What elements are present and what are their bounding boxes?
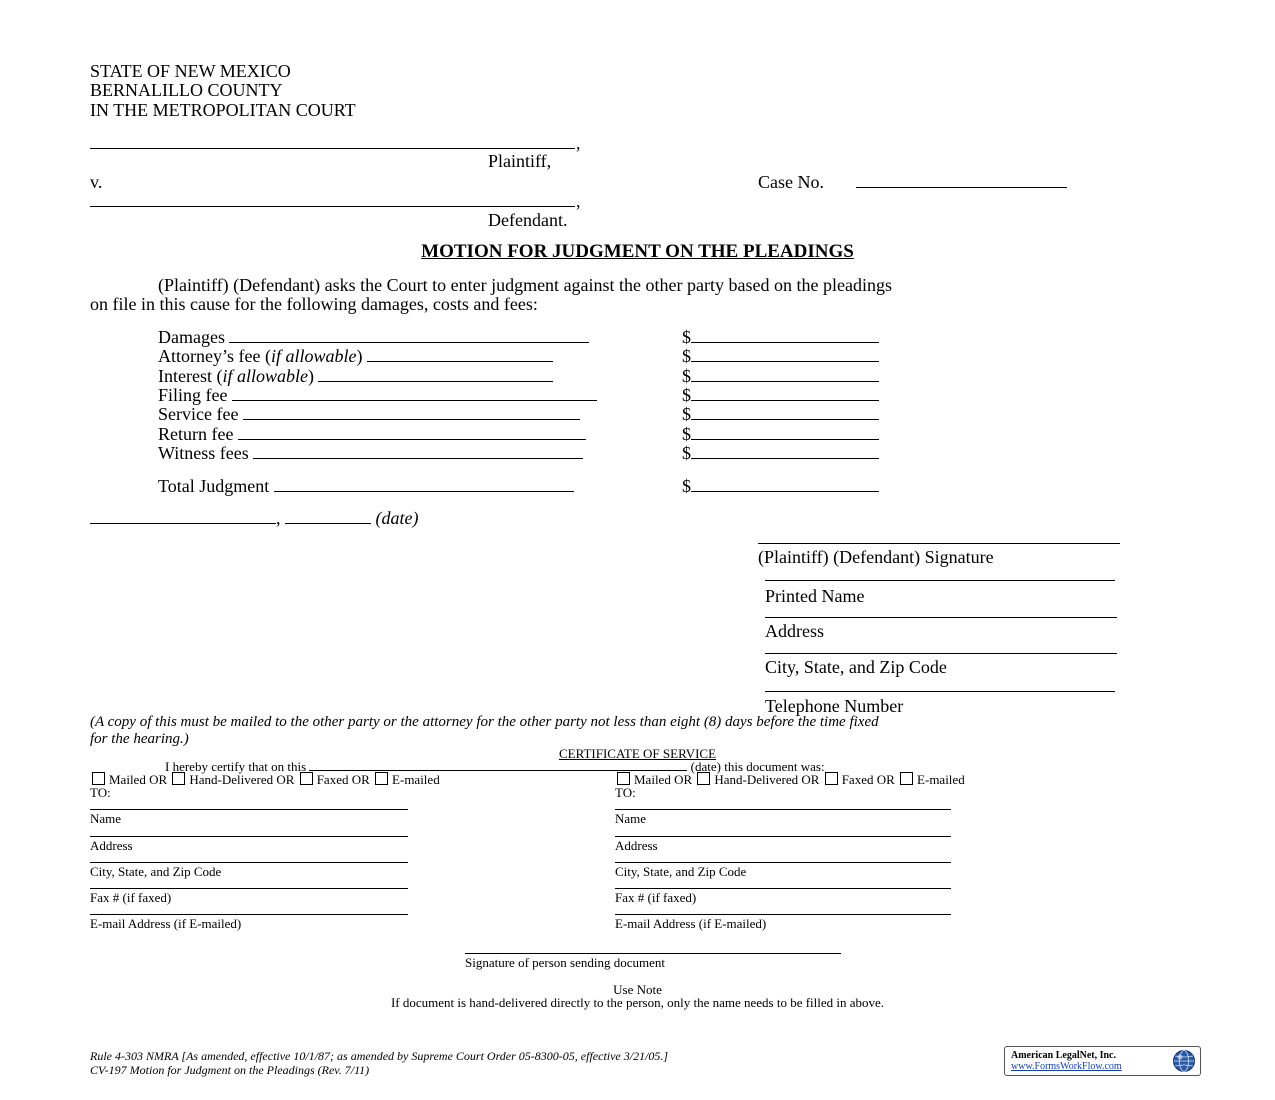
recipient-fax-line-left[interactable] (90, 888, 408, 889)
certify-date-line[interactable] (309, 760, 687, 771)
amount-service-line[interactable] (691, 405, 879, 420)
checkbox-icon[interactable] (825, 772, 838, 785)
fee-filing (158, 385, 597, 405)
defendant-comma: , (576, 191, 581, 211)
fee-total-line[interactable] (274, 477, 574, 492)
telephone-line[interactable] (765, 691, 1115, 692)
intro-line-1: (Plaintiff) (Defendant) asks the Court to enter judgment against the other party based on the pleadings (158, 275, 892, 295)
fee-attorney (158, 346, 553, 366)
certify-suffix: (date) this document was: (690, 759, 825, 774)
amount-damages (682, 327, 879, 347)
sender-signature-label: Signature of person sending document (465, 955, 666, 970)
amount-return (682, 424, 879, 444)
fee-damages-line[interactable] (229, 328, 589, 343)
fee-witness-label: Witness fees (158, 443, 249, 463)
option-hand-delivered-right[interactable] (695, 772, 819, 787)
plaintiff-label: Plaintiff, (488, 151, 552, 171)
recipient-name-line-left[interactable] (90, 809, 408, 810)
checkbox-icon[interactable] (900, 772, 913, 785)
versus-label: v. (90, 172, 103, 192)
footer-form-id: CV-197 Motion for Judgment on the Pleadings (Rev. 7/11) (90, 1063, 370, 1077)
amount-attorney-line[interactable] (691, 347, 879, 362)
fee-total-label: Total Judgment (158, 476, 270, 496)
option-emailed-right[interactable] (898, 772, 965, 787)
currency-sign: $ (682, 424, 691, 444)
city-state-zip-line[interactable] (765, 653, 1117, 654)
footer-rule: Rule 4-303 NMRA [As amended, effective 10/1/87; as amended by Supreme Court Order 05-8300-05, effective 3/21/05.] (90, 1049, 669, 1063)
amount-return-line[interactable] (691, 425, 879, 440)
date-year-line[interactable] (285, 509, 371, 524)
recipient-city-label-left: City, State, and Zip Code (90, 864, 222, 879)
fee-service-line[interactable] (243, 405, 580, 420)
signature-label: (Plaintiff) (Defendant) Signature (758, 547, 994, 567)
fee-interest-label: Interest ( (158, 366, 223, 386)
fee-service-label: Service fee (158, 404, 239, 424)
checkbox-icon[interactable] (697, 772, 710, 785)
currency-sign: $ (682, 346, 691, 366)
option-emailed-label: E-mailed (392, 772, 440, 787)
currency-sign: $ (682, 476, 691, 496)
american-legalnet-logo[interactable] (1004, 1046, 1201, 1076)
address-label: Address (765, 621, 824, 641)
court-state: STATE OF NEW MEXICO (90, 61, 291, 81)
recipient-name-label-left: Name (90, 811, 122, 826)
currency-sign: $ (682, 366, 691, 386)
recipient-city-label-right: City, State, and Zip Code (615, 864, 747, 879)
printed-name-label: Printed Name (765, 586, 865, 606)
globe-icon (1172, 1049, 1196, 1073)
case-no-label: Case No. (758, 172, 824, 192)
recipient-city-line-left[interactable] (90, 862, 408, 863)
defendant-label: Defendant. (488, 210, 568, 230)
defendant-name-line[interactable] (90, 206, 575, 207)
option-emailed-label: E-mailed (917, 772, 965, 787)
fee-attorney-qualifier: if allowable (270, 346, 357, 366)
fee-damages-label: Damages (158, 327, 225, 347)
checkbox-icon[interactable] (92, 772, 105, 785)
logo-url-link[interactable]: www.FormsWorkFlow.com (1011, 1061, 1122, 1072)
sender-signature-line[interactable] (465, 953, 841, 954)
recipient-email-label-right: E-mail Address (if E-mailed) (615, 916, 767, 931)
amount-attorney (682, 346, 879, 366)
use-note-text: If document is hand-delivered directly to the person, only the name needs to be filled in above. (390, 995, 885, 1010)
option-emailed-left[interactable] (373, 772, 440, 787)
fee-attorney-label: Attorney’s fee ( (158, 346, 271, 366)
amount-total (682, 476, 879, 496)
recipient-fax-label-right: Fax # (if faxed) (615, 890, 697, 905)
fee-total (158, 476, 574, 496)
recipient-address-line-right[interactable] (615, 836, 951, 837)
use-note-heading: Use Note (613, 982, 662, 997)
recipient-fax-line-right[interactable] (615, 888, 951, 889)
currency-sign: $ (682, 443, 691, 463)
amount-witness-line[interactable] (691, 444, 879, 459)
certificate-heading: CERTIFICATE OF SERVICE (558, 746, 717, 761)
option-faxed-label: Faxed OR (316, 772, 370, 787)
amount-service (682, 404, 879, 424)
recipient-address-label-right: Address (615, 838, 658, 853)
date-row (90, 508, 418, 528)
recipient-address-line-left[interactable] (90, 836, 408, 837)
document-title: MOTION FOR JUDGMENT ON THE PLEADINGS (421, 241, 854, 262)
fee-filing-label: Filing fee (158, 385, 228, 405)
amount-interest (682, 366, 879, 386)
logo-company: American LegalNet, Inc. (1011, 1050, 1116, 1061)
fee-interest-qualifier: if allowable (222, 366, 308, 386)
city-state-zip-label: City, State, and Zip Code (765, 657, 947, 677)
amount-filing (682, 385, 879, 405)
fee-witness-line[interactable] (253, 444, 583, 459)
option-faxed-left[interactable] (298, 772, 370, 787)
fee-service (158, 404, 580, 424)
recipient-email-label-left: E-mail Address (if E-mailed) (90, 916, 242, 931)
fee-return-line[interactable] (238, 425, 586, 440)
option-hand-delivered-left[interactable] (170, 772, 294, 787)
fee-return (158, 424, 586, 444)
amount-witness (682, 443, 879, 463)
notice-line-2: for the hearing.) (90, 731, 189, 747)
checkbox-icon[interactable] (617, 772, 630, 785)
fee-interest-paren: ) (307, 366, 314, 386)
intro-line-2: on file in this cause for the following damages, costs and fees: (90, 294, 538, 314)
option-faxed-right[interactable] (823, 772, 895, 787)
service-options-left (90, 772, 440, 787)
case-no-line[interactable] (856, 187, 1067, 188)
court-county: BERNALILLO COUNTY (90, 80, 283, 100)
to-label-left: TO: (90, 785, 111, 800)
fee-interest (158, 366, 553, 386)
checkbox-icon[interactable] (375, 772, 388, 785)
signature-line[interactable] (758, 543, 1120, 544)
plaintiff-comma: , (576, 133, 581, 153)
amount-damages-line[interactable] (691, 328, 879, 343)
option-mailed-label: Mailed OR (109, 772, 168, 787)
fee-damages (158, 327, 589, 347)
option-hand-delivered-label: Hand-Delivered OR (189, 772, 295, 787)
currency-sign: $ (682, 385, 691, 405)
fee-witness (158, 443, 583, 463)
recipient-name-line-right[interactable] (615, 809, 951, 810)
recipient-name-label-right: Name (615, 811, 647, 826)
option-mailed-label: Mailed OR (634, 772, 693, 787)
currency-sign: $ (682, 404, 691, 424)
fee-attorney-line[interactable] (367, 347, 553, 362)
fee-filing-line[interactable] (232, 386, 597, 401)
amount-total-line[interactable] (691, 477, 879, 492)
fee-return-label: Return fee (158, 424, 234, 444)
recipient-city-line-right[interactable] (615, 862, 951, 863)
currency-sign: $ (682, 327, 691, 347)
to-label-right: TO: (615, 785, 636, 800)
date-label: (date) (375, 508, 419, 528)
certify-prefix: I hereby certify that on this (165, 759, 307, 774)
recipient-fax-label-left: Fax # (if faxed) (90, 890, 172, 905)
court-name: IN THE METROPOLITAN COURT (90, 100, 356, 120)
recipient-email-line-right[interactable] (615, 914, 951, 915)
fee-attorney-paren: ) (356, 346, 363, 366)
printed-name-line[interactable] (765, 580, 1115, 581)
option-hand-delivered-label: Hand-Delivered OR (714, 772, 820, 787)
address-line[interactable] (765, 617, 1117, 618)
amount-interest-line[interactable] (691, 367, 879, 382)
recipient-address-label-left: Address (90, 838, 133, 853)
option-faxed-label: Faxed OR (841, 772, 895, 787)
notice-line-1: (A copy of this must be mailed to the other party or the attorney for the other party not less than eight (8) days before the time fixed (90, 714, 879, 730)
telephone-label: Telephone Number (765, 696, 904, 716)
checkbox-icon[interactable] (300, 772, 313, 785)
date-month-day-line[interactable] (90, 509, 276, 524)
plaintiff-name-line[interactable] (90, 148, 575, 149)
fee-interest-line[interactable] (318, 367, 553, 382)
checkbox-icon[interactable] (172, 772, 185, 785)
recipient-email-line-left[interactable] (90, 914, 408, 915)
amount-filing-line[interactable] (691, 386, 879, 401)
service-options-right (615, 772, 965, 787)
date-comma: , (276, 508, 281, 528)
